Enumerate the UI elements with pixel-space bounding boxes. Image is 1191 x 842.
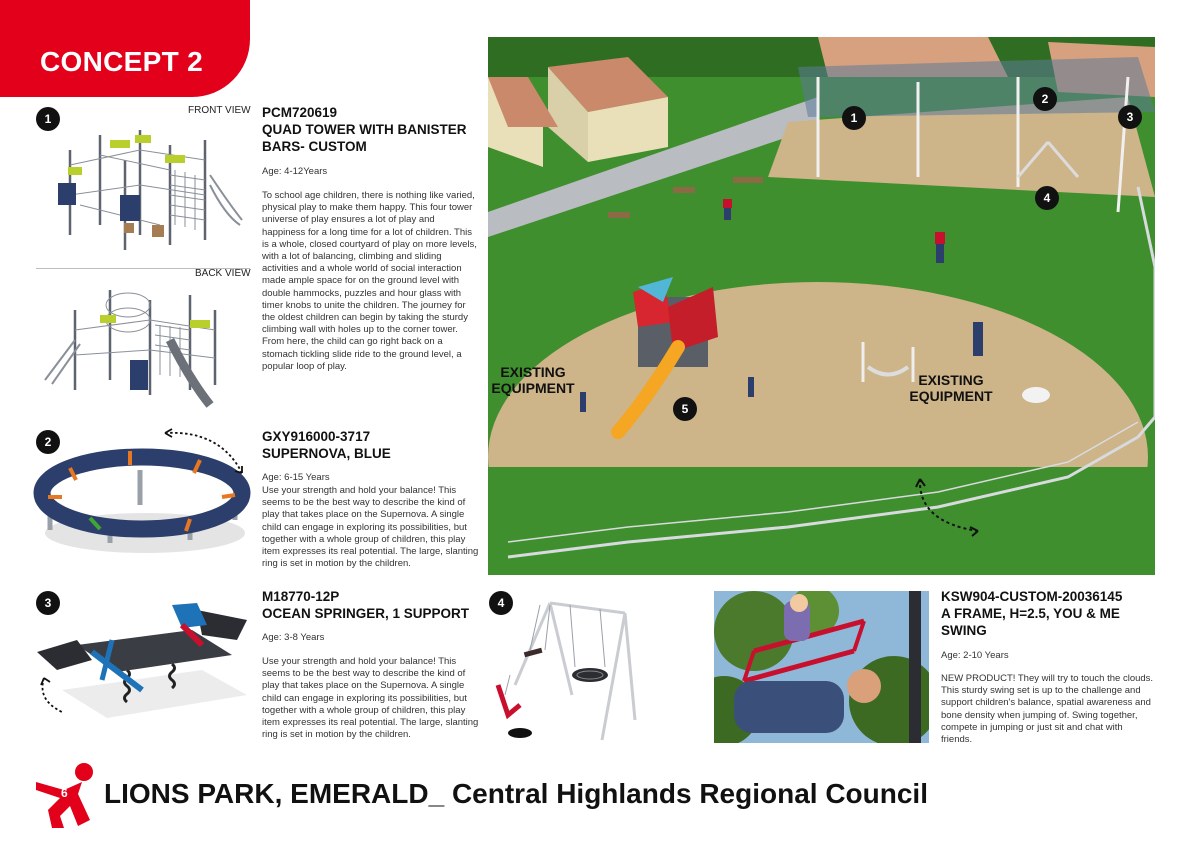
item-1-description: To school age children, there is nothing like varied, physical play to make them happy. This four tower universe of play ensures a lot of play and happiness for a long time for a lot of children. This is a whole, closed courtyard of play on more levels, with a lot of balancing, climbing and sliding activities and a whole world of social interaction made ample space for on the ground level with double hammocks, puzzles and hour glass with timer knobs to unite the children. The journey for the oldest children can begin by taking the sturdy climbing wall with holes up to the corner tower. From here, the child can go right back on a stomach tickling slide ride to the ground level, a popular loop of play. [262, 190, 477, 372]
item-2-badge: 2 [36, 430, 60, 454]
lions-logo [34, 760, 102, 830]
site-plan-render [488, 37, 1155, 575]
item-4-name: A FRAME, H=2.5, YOU & ME SWING [941, 606, 1120, 638]
site-marker-4: 4 [1035, 186, 1059, 210]
item-3-code: M18770-12P [262, 589, 340, 604]
quad-tower-back-drawing [40, 280, 245, 415]
swing-photo-drawing [714, 591, 929, 743]
site-marker-1: 1 [842, 106, 866, 130]
site-marker-3: 3 [1118, 105, 1142, 129]
existing-equipment-left-label: EXISTING EQUIPMENT [491, 364, 575, 396]
item-4-description: NEW PRODUCT! They will try to touch the clouds. This sturdy swing set is up to the challenge and support children's balance, spatial awareness and bone density when jumping of. Swing together, compete in jumping or just sit and chat with friends. [941, 673, 1154, 746]
front-view-label: FRONT VIEW [188, 105, 251, 116]
ocean-springer-drawing [32, 600, 252, 730]
item-3-name: OCEAN SPRINGER, 1 SUPPORT [262, 606, 470, 621]
ocean-springer-illustration [32, 600, 252, 730]
item-1-name: QUAD TOWER WITH BANISTER BARS- CUSTOM [262, 122, 467, 154]
quad-tower-front-illustration [40, 125, 245, 260]
item-3-badge: 3 [36, 591, 60, 615]
item-3-age: Age: 3-8 Years [262, 632, 325, 643]
quad-tower-front-drawing [40, 125, 245, 260]
item-3-description: Use your strength and hold your balance! This seems to be the best way to describe the kind of play that takes place on the Supernova. A single child can engage in exploring its possibilities, but together with a whole group of children, this play item expresses its real potential. The large, slanting ring is set in motion by the children. [262, 656, 479, 741]
supernova-illustration [30, 425, 255, 560]
concept-title: CONCEPT 2 [40, 46, 203, 77]
site-plan-drawing [488, 37, 1155, 575]
item-1-badge: 1 [36, 107, 60, 131]
supernova-drawing [30, 425, 255, 560]
item-4-age: Age: 2-10 Years [941, 650, 1009, 661]
page-number: 6 [61, 786, 68, 800]
lions-logo-icon [34, 760, 102, 830]
item-2-description: Use your strength and hold your balance! This seems to be the best way to describe the kind of play that takes place on the Supernova. A single child can engage in exploring its possibilities, but together with a whole group of children, this play item expresses its real potential. The large, slanting ring is set in motion by the children. [262, 485, 479, 570]
item-1-code: PCM720619 [262, 105, 338, 120]
item-2-name: SUPERNOVA, BLUE [262, 446, 391, 461]
footer-title: LIONS PARK, EMERALD_ Central Highlands Regional Council [104, 778, 928, 809]
existing-equipment-right-label: EXISTING EQUIPMENT [909, 372, 993, 404]
swing-photo [714, 591, 929, 743]
item-1-age: Age: 4-12Years [262, 166, 328, 177]
concept-tab [0, 0, 250, 97]
item-4-code: KSW904-CUSTOM-20036145 [941, 589, 1123, 604]
back-view-label: BACK VIEW [195, 268, 251, 279]
item-2-code: GXY916000-3717 [262, 429, 371, 444]
site-marker-2: 2 [1033, 87, 1057, 111]
site-marker-5: 5 [673, 397, 697, 421]
item-2-age: Age: 6-15 Years [262, 472, 330, 483]
item-4-badge: 4 [489, 591, 513, 615]
quad-tower-back-illustration [40, 280, 245, 415]
a-frame-swing-illustration [490, 595, 640, 745]
a-frame-swing-drawing [490, 595, 640, 745]
